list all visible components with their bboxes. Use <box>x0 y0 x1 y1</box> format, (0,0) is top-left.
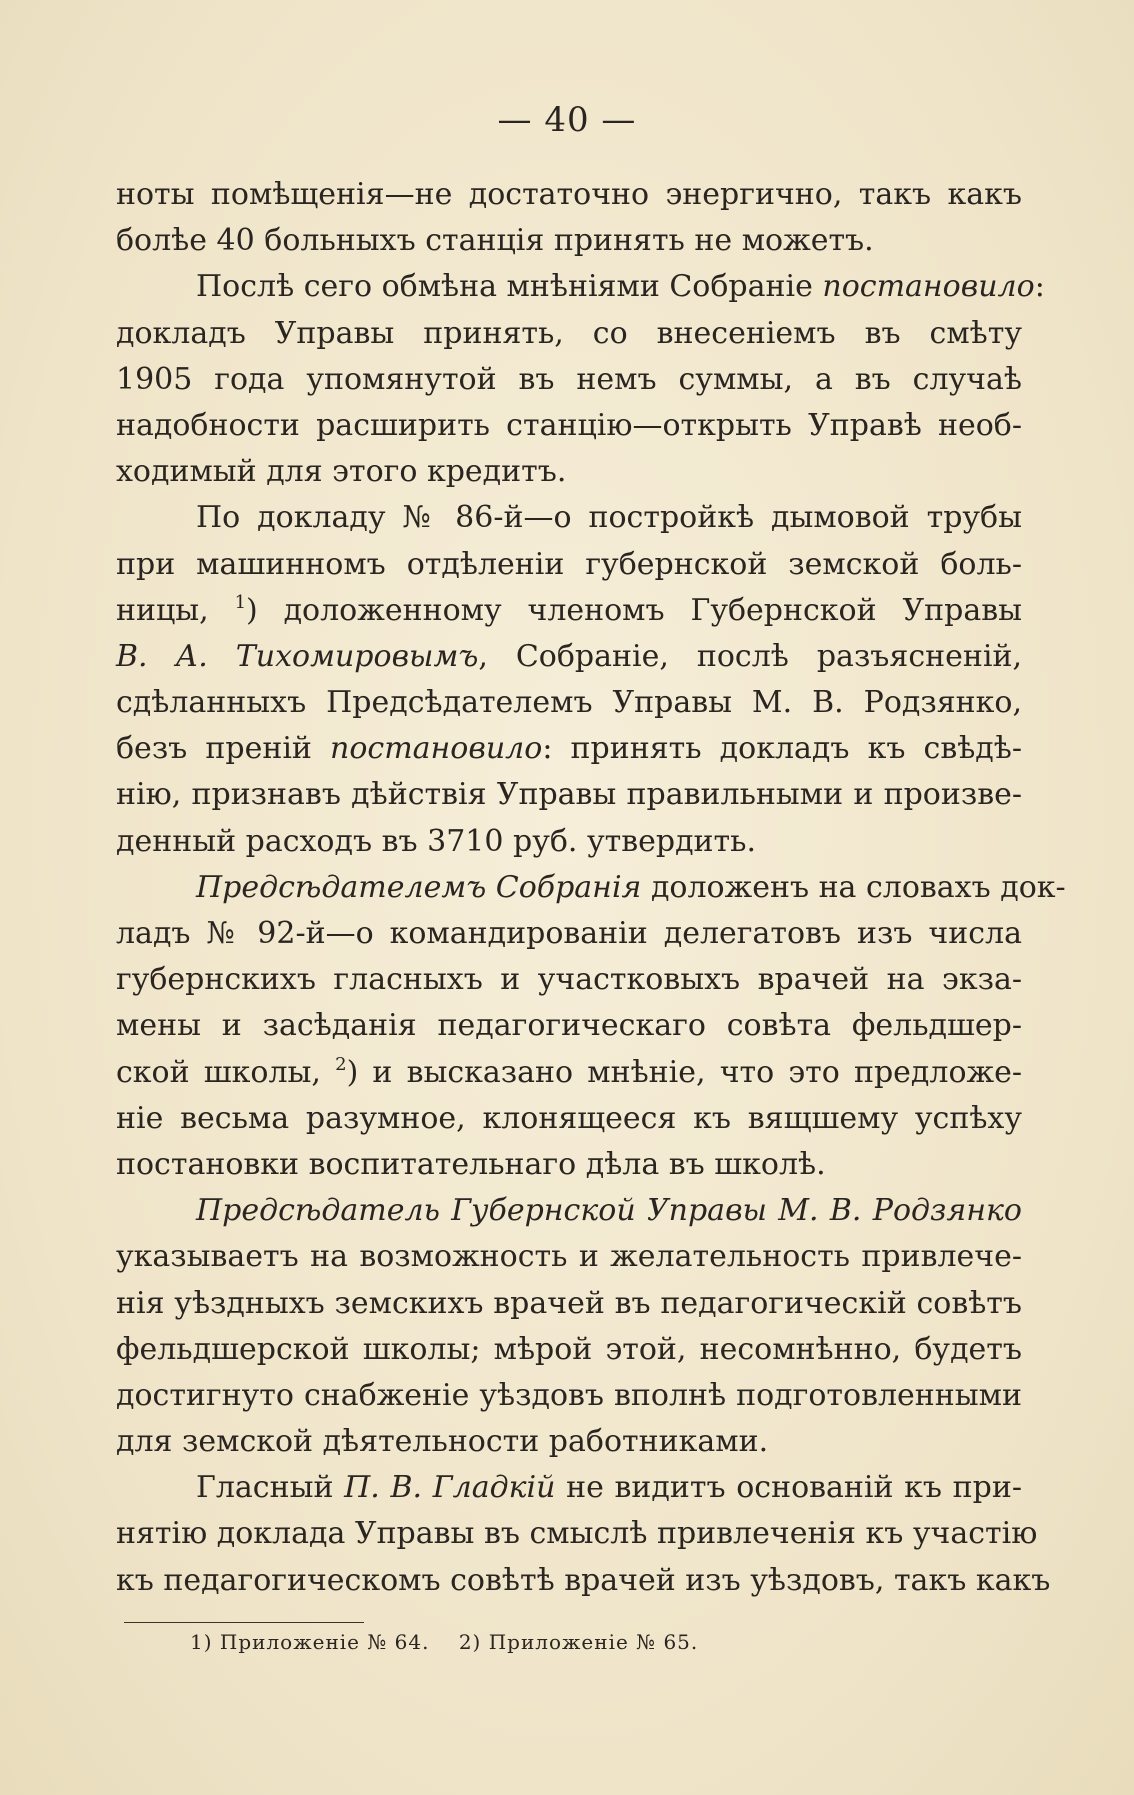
text-line: надобности расширить станцію—открыть Управѣ необ- <box>116 407 1022 443</box>
text-line: мены и засѣданія педагогическаго совѣта фельдшер- <box>116 1008 1022 1044</box>
text-line: для земской дѣятельности работниками. <box>116 1424 769 1460</box>
text-line: денный расходъ въ 3710 руб. утвердить. <box>116 823 757 859</box>
text-line: фельдшерской школы; мѣрой этой, несомнѣнно, будетъ <box>116 1331 1022 1367</box>
italic-text: постановило <box>822 269 1035 305</box>
text-line: болѣе 40 больныхъ станція принять не можетъ. <box>116 223 874 259</box>
text-line: нія уѣздныхъ земскихъ врачей въ педагогическій совѣтъ <box>116 1285 1022 1321</box>
text-line: достигнуто снабженіе уѣздовъ вполнѣ подготовленными <box>116 1377 1022 1413</box>
text-span: , Собраніе, послѣ разъясненій, <box>478 638 1022 674</box>
footnote-marker: 1 <box>234 591 247 613</box>
text-line: нятію доклада Управы въ смыслѣ привлеченія къ участію <box>116 1516 1038 1552</box>
text-line: ладъ № 92-й—о командированіи делегатовъ изъ числа <box>116 916 1022 951</box>
text-line: указываетъ на возможность и желательность привлече- <box>116 1239 1022 1275</box>
italic-text: Предсѣдатель Губернской Управы М. В. Родзянко <box>196 1193 1022 1229</box>
text-line: сдѣланныхъ Предсѣдателемъ Управы М. В. Родзянко, <box>116 685 1022 721</box>
text-line: губернскихъ гласныхъ и участковыхъ врачей на экза- <box>116 962 1022 998</box>
page-number: — 40 — <box>497 100 637 140</box>
italic-text: П. В. Гладкій <box>344 1470 556 1506</box>
text-line: ніе весьма разумное, клонящееся къ вящшему успѣху <box>116 1100 1022 1136</box>
text-line <box>116 588 1022 634</box>
text-span: доложенъ на словахъ док- <box>641 869 1066 905</box>
text-span: : <box>1034 269 1045 305</box>
text-line: докладъ Управы принять, со внесеніемъ въ смѣту <box>116 315 1022 351</box>
text-line: ходимый для этого кредитъ. <box>116 454 567 490</box>
text-line: По докладу № 86-й—о постройкѣ дымовой трубы <box>196 500 1022 536</box>
text-line <box>116 264 1045 310</box>
footnote-marker: 2 <box>335 1053 347 1075</box>
text-span: : принять докладъ къ свѣдѣ- <box>542 731 1022 767</box>
italic-text: В. А. Тихомировымъ <box>116 638 479 674</box>
text-span: Послѣ сего обмѣна мнѣніями Собраніе <box>196 269 823 305</box>
body-text <box>116 172 1066 1604</box>
text-span: не видитъ основаній къ при- <box>555 1470 1022 1506</box>
text-line <box>116 726 1022 772</box>
text-span: ) доложенному членомъ Губернской Управы <box>246 592 1022 628</box>
text-span: безъ преній <box>116 731 331 767</box>
text-line: ноты помѣщенія—не достаточно энергично, такъ какъ <box>116 177 1022 212</box>
footnote-1: 1) Приложеніе № 64. <box>190 1630 430 1654</box>
text-line <box>116 865 1066 911</box>
text-line <box>116 1050 1022 1096</box>
italic-text: постановило <box>330 731 543 767</box>
text-line: постановки воспитательнаго дѣла въ школѣ. <box>116 1146 826 1182</box>
footnote-rule <box>124 1622 364 1623</box>
footnote-2: 2) Приложеніе № 65. <box>458 1630 699 1654</box>
text-line: при машинномъ отдѣленіи губернской земской боль- <box>116 546 1022 582</box>
text-line <box>116 1188 1022 1234</box>
footnotes <box>190 1630 720 1654</box>
italic-text: Предсѣдателемъ Собранія <box>196 869 642 905</box>
text-line: къ педагогическомъ совѣтѣ врачей изъ уѣздовъ, такъ какъ <box>116 1562 1051 1598</box>
text-line: нію, признавъ дѣйствія Управы правильными и произве- <box>116 777 1022 813</box>
text-span: ) и высказано мнѣніе, что это предложе- <box>346 1054 1022 1090</box>
text-span: Гласный <box>196 1470 345 1506</box>
text-span: ницы, <box>116 592 235 628</box>
text-line <box>116 634 1022 680</box>
text-span: ской школы, <box>116 1054 336 1090</box>
text-line: 1905 года упомянутой въ немъ суммы, а въ случаѣ <box>116 361 1022 397</box>
text-line <box>116 1465 1022 1511</box>
